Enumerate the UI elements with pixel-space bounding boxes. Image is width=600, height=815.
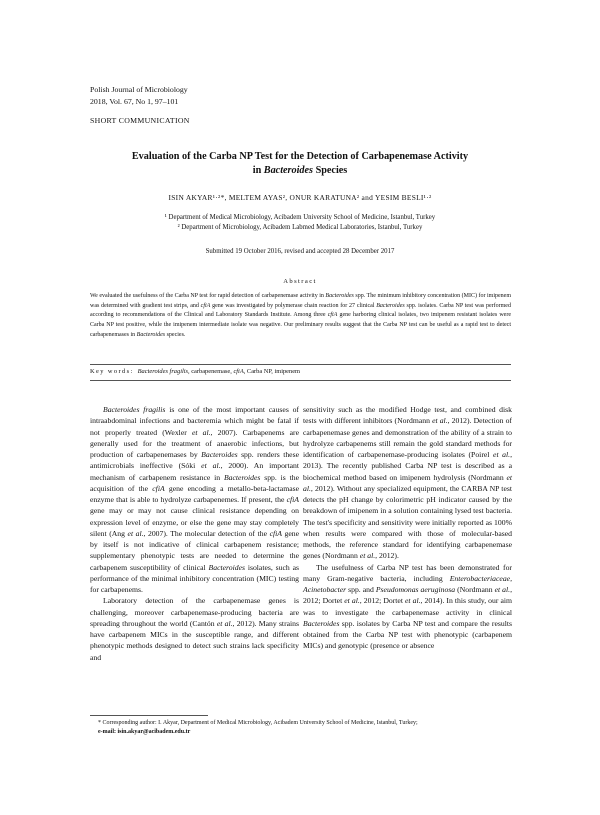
text-run: , 2012). Without any specialized equipment, the CARBA NP test detects the pH change by colorimetric pH indicator caused by the breakdown of imipenem in a solution containing lysed test bacteria. The test's specificity and sensitivity were initially reported as 100% when results were compared with those of molecular-based methods, the reference standard for identifying carbapenemase genes (Nordmann xyxy=(303,483,512,561)
article-title xyxy=(70,150,530,178)
abstract-text xyxy=(90,292,511,341)
keywords-top-rule xyxy=(90,364,511,365)
text-run: spp. isolates by Carba NP test and compare the results obtained from the Carba NP test with phenotypic (carbapenem MICs) and genotypic (presence or absence xyxy=(303,618,512,651)
journal-citation: 2018, Vol. 67, No 1, 97–101 xyxy=(90,96,179,106)
abstract-seg: gene was investigated by polymerase chain reaction for 27 clinical xyxy=(210,302,377,309)
italic-run: et al. xyxy=(359,551,376,561)
abstract-seg: We evaluated the usefulness of the Carba NP test for rapid detection of carbapenemase activity in xyxy=(90,293,326,299)
abstract-seg: gene harboring clinical isolates, two imipenem resistant isolates were Carba NP test positive, while the imipenem intermediate isolate was negative. Our preliminary results suggest that the Carba NP test can be useful as a rapid test to detect carbapenemases in xyxy=(90,312,511,338)
text-run: , 2007). Carbapenems are generally used for the treatment of anaerobic infections, but production of carbapenemases by xyxy=(90,427,299,459)
text-run: , 2012). Many strains have carbapenem MICs in the susceptible range, and different phenotypic methods designed to detect such strains lack specificity and xyxy=(90,618,300,662)
text-run: (Nordmann xyxy=(455,585,495,594)
submission-dates: Submitted 19 October 2016, revised and accepted 28 December 2017 xyxy=(205,248,395,255)
italic-run: et al. xyxy=(493,450,511,459)
italic-run: Bacteroides xyxy=(201,450,238,459)
italic-run: et al. xyxy=(344,596,360,606)
title-prefix: in xyxy=(252,165,264,176)
text-run: spp. and xyxy=(346,585,376,594)
affiliation-2: ² Department of Microbiology, Acibadem Labmed Medical Laboratories, Istanbul, Turkey xyxy=(177,224,423,231)
italic-run: et al. xyxy=(191,427,211,437)
title-line-1: Evaluation of the Carba NP Test for the Detection of Carbapenemase Activity xyxy=(131,151,469,162)
text-run: isolates, such as performance of the minimal inhibitory concentration (MIC) testing for carbapenems. xyxy=(90,562,299,594)
text-run: , 2012; Dortet xyxy=(359,596,406,606)
italic-run: cfiA xyxy=(286,495,299,504)
italic-run: et al. xyxy=(201,461,221,471)
left-column xyxy=(90,404,299,663)
abstract-seg: spp. isolates. Carba NP test was performed according to recommendations of the Clinical and Laboratory Standards Institute. Among three xyxy=(90,302,511,319)
left-paragraph-2 xyxy=(90,595,299,663)
abstract-seg: spp. The minimum inhibitory concentration (MIC) for imipenem was determined with gradient test strips, and xyxy=(90,293,511,309)
italic-run: Bacteroides xyxy=(303,618,340,628)
text-run: is one of the most important causes of intraabdominal infections and bacteremia which might be fatal if not properly treated (Wexler xyxy=(90,405,299,437)
abstract-seg: species. xyxy=(165,331,186,338)
text-run: gene may or may not cause clinical resistance depending on expression level of enzyme, or else the gene may stay completely silent (Ang xyxy=(90,506,299,538)
text-run: , 2013). The recently published Carba NP test is described as a biochemical method based on imipenem hydrolysis (Nordmann xyxy=(303,450,512,482)
right-paragraph-2 xyxy=(303,562,512,652)
italic-run: et al. xyxy=(303,472,512,493)
title-suffix: Species xyxy=(313,165,348,176)
footnote-text: * Corresponding author: I. Akyar, Department of Medical Microbiology, Acibadem University School of Medicine, Istanbul, Turkey; xyxy=(98,720,418,726)
text-run: The usefulness of Carba NP test has been demonstrated for many Gram-negative bacteria, including xyxy=(303,562,512,583)
text-run: gene by itself is not indicative of clinical carbapenem resistance; supplementary phenotypic tests are needed to determine the carbapenem susceptibility of clinical xyxy=(90,528,299,572)
right-paragraph-1 xyxy=(303,404,512,562)
footnote-email-label: e-mail: xyxy=(98,729,116,735)
title-line-2 xyxy=(70,164,530,178)
keyword-text: , Carba NP, imipenem xyxy=(243,368,300,375)
text-run: spp. renders these antimicrobials ineffective (Sóki xyxy=(90,450,299,471)
italic-run: Pseudomonas aeruginosa xyxy=(375,585,456,594)
italic-run: et al. xyxy=(432,416,448,426)
text-run: , 2012). xyxy=(375,551,399,561)
italic-run: et al. xyxy=(405,596,421,606)
keyword-italic: Bacteroides fragilis xyxy=(137,368,189,375)
text-run: Laboratory detection of the carbapenemase genes is challenging, moreover carbapenemase-producing bacteria are spreading throughout the world (Cantón xyxy=(90,596,299,628)
journal-header xyxy=(90,84,190,127)
abstract-italic: Bacteroides xyxy=(325,293,354,299)
italic-run: et al. xyxy=(494,585,511,594)
author-list: ISIN AKYAR¹·²*, MELTEM AYAS², ONUR KARATUNA² and YESIM BESLI¹·² xyxy=(168,193,432,202)
footnote xyxy=(90,715,511,737)
keyword-text: , carbapenemase, xyxy=(188,368,234,375)
affiliation-1: ¹ Department of Medical Microbiology, Acibadem University School of Medicine, Istanbul, Turkey xyxy=(164,214,436,221)
keywords-bottom-rule xyxy=(90,380,511,381)
italic-run: Enterobacteriaceae, Acinetobacter xyxy=(303,573,512,594)
italic-run: et al. xyxy=(216,618,233,628)
text-run: spp. is the acquisition of the xyxy=(90,472,299,493)
article-section: SHORT COMMUNICATION xyxy=(90,116,190,125)
italic-run: et al. xyxy=(127,528,144,538)
keywords xyxy=(90,368,511,375)
left-paragraph-1 xyxy=(90,404,299,595)
keywords-label: Key words: xyxy=(90,368,134,375)
text-run: , 2000). An important mechanism of carbapenem resistance in xyxy=(90,461,300,482)
journal-name: Polish Journal of Microbiology xyxy=(90,85,188,94)
abstract-italic: cfiA xyxy=(200,302,211,309)
abstract-italic: cfiA xyxy=(327,312,338,319)
abstract-italic: Bacteroides xyxy=(136,331,166,338)
footnote-text-block xyxy=(90,715,511,737)
italic-run: Bacteroides xyxy=(208,562,245,572)
text-run: , 2007). The molecular detection of the xyxy=(143,528,270,538)
italic-run: cfiA xyxy=(152,483,165,493)
text-run: , 2012; Dortet xyxy=(303,585,512,606)
text-run: , 2012). Detection of carbapenemase genes and demonstration of the ability of a strain to hydrolyze carbapenems still remain the gold standard methods for identification of carbapenemase-producing isolates (Poirel xyxy=(303,416,512,459)
text-run: gene encoding a metallo-beta-lactamase enzyme that is able to hydrolyze carbapenemes. If present, the xyxy=(90,483,300,504)
right-column xyxy=(303,404,512,652)
italic-run: Bacteroides fragilis xyxy=(103,405,166,414)
footnote-email[interactable]: isin.akyar@acibadem.edu.tr xyxy=(116,729,191,735)
title-genus: Bacteroides xyxy=(263,165,314,176)
italic-run: cfiA xyxy=(269,528,282,538)
abstract-italic: Bacteroides xyxy=(376,302,405,309)
italic-run: Bacteroides xyxy=(223,472,261,482)
affiliations xyxy=(0,213,600,233)
text-run: sensitivity such as the modified Hodge test, and combined disk tests with different inhibitors (Nordmann xyxy=(303,405,512,426)
keyword-italic: cfiA xyxy=(233,368,244,375)
footnote-rule xyxy=(90,715,208,716)
abstract-heading: Abstract xyxy=(283,278,317,285)
text-run: , 2014). In this study, our aim was to investigate the carbapenemase activity in clinical xyxy=(303,596,513,617)
